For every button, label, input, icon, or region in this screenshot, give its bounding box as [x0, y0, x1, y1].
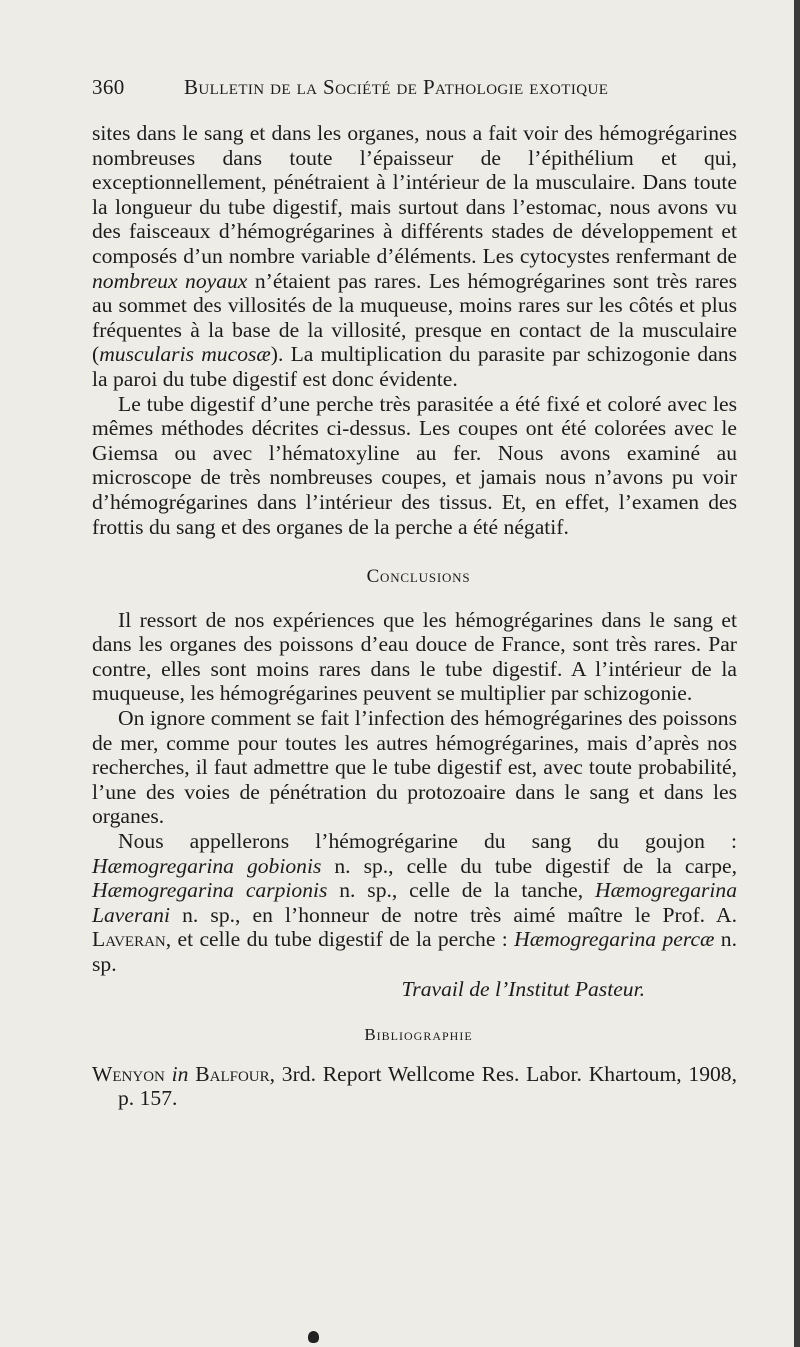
ref-in: in	[171, 1061, 189, 1086]
text-segment: n. sp., celle du tube digestif de la carpe,	[321, 853, 737, 878]
bibliography-entry	[92, 1062, 737, 1111]
paragraph-conclusion-1: Il ressort de nos expériences que les hémogrégarines dans le sang et dans les organes des poissons d’eau douce de France, sont très rares. Par contre, elles sont moins rares dans le tube digestif. A l’intérieur de la muqueuse, les hémogrégarines peuvent se multiplier par schizogonie.	[92, 607, 737, 706]
section-heading-conclusions: Conclusions	[366, 566, 471, 588]
article-body	[92, 121, 737, 1111]
ref-editor: Balfour	[195, 1061, 270, 1086]
text-segment: n. sp., celle de la tanche,	[327, 878, 596, 903]
ink-blot	[308, 1331, 319, 1343]
page-edge	[794, 0, 800, 1347]
paragraph-conclusion-2: On ignore comment se fait l’infection des hémogrégarines des poissons de mer, comme pour toutes les autres hémogrégarines, mais d’après nos recherches, il faut admettre que le tube digestif est, avec toute probabilité, l’une des voies de pénétration du protozoaire dans le sang et dans les organes.	[92, 706, 737, 829]
text-segment: , et celle du tube digestif de la perche :	[165, 927, 515, 952]
species-name: Hæmogregarina gobionis	[92, 853, 322, 878]
species-name: Hæmogregarina percæ	[514, 927, 715, 952]
ref-author: Wenyon	[92, 1061, 165, 1086]
ref-details: , 3rd. Report Wellcome Res. Labor. Khartoum, 1908, p. 157.	[118, 1061, 737, 1111]
species-name: Hæmogregarina Laverani	[92, 878, 737, 927]
section-heading-bibliography: Bibliographie	[364, 1025, 473, 1045]
text-segment: n’étaient pas rares. Les hémogrégarines sont très rares au sommet des villosités de la muqueuse, moins rares sur les côtés et plus fréquentes à la base de la villosité, presque en contact de la musculaire (	[92, 268, 737, 367]
paragraph-perch: Le tube digestif d’une perche très parasitée a été fixé et coloré avec les mêmes méthodes décrites ci-dessus. Les coupes ont été colorées avec le Giemsa ou avec l’hématoxyline au fer. Nous avons examiné au microscope de très nombreuses coupes, et jamais nous n’avons pu voir d’hémogrégarines dans l’intérieur des tissus. Et, en effet, l’examen des frottis du sang et des organes de la perche a été négatif.	[92, 391, 737, 539]
running-header	[92, 75, 742, 103]
species-name: Hæmogregarina carpionis	[92, 878, 328, 903]
paragraph-conclusion-names	[92, 829, 737, 977]
author-name: Laveran	[92, 927, 166, 952]
italic-term: nombreux noyaux	[92, 268, 248, 293]
paragraph-continued	[92, 121, 737, 392]
text-segment: sites dans le sang et dans les organes, nous a fait voir des hémogrégarines nombreuses dans toute l’épaisseur de l’épithélium et qui, exceptionnellement, pénétraient à l’intérieur de la musculaire. Dans toute la longueur du tube digestif, mais surtout dans l’estomac, nous avons vu des faisceaux d’hémogrégarines à différents stades de développement et composés d’un nombre variable d’éléments. Les cytocystes renfermant de	[92, 121, 737, 268]
text-segment: ). La multiplication du parasite par schizogonie dans la paroi du tube digestif est donc évidente.	[92, 342, 737, 391]
institution-signature: Travail de l’Institut Pasteur.	[401, 976, 645, 1001]
text-segment: n. sp.	[92, 927, 737, 976]
italic-term: muscularis mucosæ	[99, 342, 271, 367]
page-number: 360	[92, 75, 125, 99]
text-segment: n. sp., en l’honneur de notre très aimé maître le Prof. A.	[169, 902, 737, 927]
text-segment: Nous appellerons l’hémogrégarine du sang du goujon :	[118, 829, 737, 854]
journal-title: Bulletin de la Société de Pathologie exotique	[184, 75, 609, 99]
